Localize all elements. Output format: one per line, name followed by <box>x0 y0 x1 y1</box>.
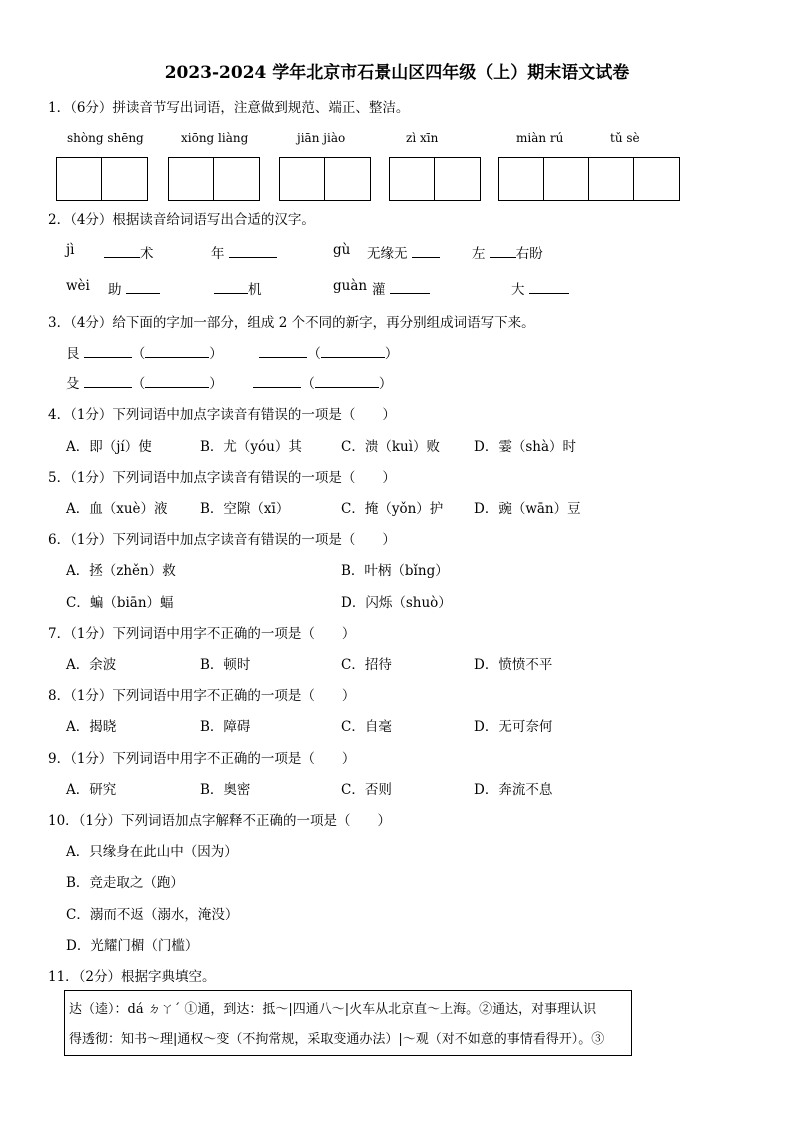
writing-cell[interactable] <box>325 158 370 200</box>
q2-row2-item-3[interactable]: 灌 <box>372 278 430 298</box>
q2-row1-item-2[interactable]: 年 <box>211 242 277 262</box>
writing-cell[interactable] <box>499 158 544 200</box>
writing-cell[interactable] <box>214 158 259 200</box>
pinyin-5: miàn rú <box>516 131 564 145</box>
question-10-stem: 10．（1分）下列词语加点字解释不正确的一项是（ ） <box>48 813 392 829</box>
q2-row1-item-1[interactable]: 术 <box>104 242 154 262</box>
q4-option-b[interactable]: B．尤（yóu）其 <box>200 439 302 455</box>
writing-box-group-2[interactable] <box>168 157 260 201</box>
writing-box-group-5[interactable] <box>498 157 680 201</box>
writing-cell[interactable] <box>544 158 589 200</box>
q4-option-d[interactable]: D．霎（shà）时 <box>474 439 576 455</box>
q2-row1-pinyin-1: jì <box>66 242 75 258</box>
q2-row1-item-3[interactable]: 无缘无 <box>367 242 440 262</box>
writing-cell[interactable] <box>280 158 325 200</box>
writing-cell[interactable] <box>390 158 435 200</box>
pinyin-2: xiōng liàng <box>181 131 249 145</box>
writing-cell[interactable] <box>435 158 480 200</box>
writing-box-group-1[interactable] <box>56 157 148 201</box>
q6-option-a[interactable]: A．拯（zhěn）救 <box>66 563 176 579</box>
question-4-stem: 4．（1分）下列词语中加点字读音有错误的一项是（ ） <box>48 407 396 423</box>
pinyin-3: jiān jiào <box>297 131 346 145</box>
q4-option-a[interactable]: A．即（jí）使 <box>66 439 152 455</box>
q8-option-d[interactable]: D．无可奈何 <box>474 719 553 735</box>
dictionary-line-1: 达（逵）：dá ㄉㄚˊ ①通，到达：抵～|四通八～|火车从北京直～上海。②通达，对事理认识 <box>69 1002 597 1017</box>
q3-row-2[interactable]: 殳 （ ） （ ） <box>66 376 393 392</box>
q8-option-b[interactable]: B．障碍 <box>200 719 251 735</box>
question-2-stem: 2．（4分）根据读音给词语写出合适的汉字。 <box>48 212 315 228</box>
q6-option-c[interactable]: C．蝙（biān）蝠 <box>66 595 174 611</box>
question-1-stem: 1．（6分）拼读音节写出词语，注意做到规范、端正、整洁。 <box>48 100 410 116</box>
dictionary-line-2: 得透彻：知书～理|通权～变（不拘常规，采取变通办法）|～观（对不如意的事情看得开）。③ <box>69 1032 605 1047</box>
writing-box-group-4[interactable] <box>389 157 481 201</box>
q10-option-a[interactable]: A．只缘身在此山中（因为） <box>66 844 238 860</box>
q7-option-a[interactable]: A．余波 <box>66 657 117 673</box>
q2-row2-item-1[interactable]: 助 <box>108 278 160 298</box>
q6-option-b[interactable]: B．叶柄（bǐng） <box>341 563 449 579</box>
writing-cell[interactable] <box>589 158 634 200</box>
q9-option-a[interactable]: A．研究 <box>66 782 117 798</box>
q9-option-d[interactable]: D．奔流不息 <box>474 782 553 798</box>
q10-option-b[interactable]: B．竞走取之（跑） <box>66 875 184 891</box>
writing-cell[interactable] <box>57 158 102 200</box>
q2-row2-pinyin-2: guàn <box>333 278 368 294</box>
question-8-stem: 8．（1分）下列词语中用字不正确的一项是（ ） <box>48 688 356 704</box>
q4-option-c[interactable]: C．溃（kuì）败 <box>341 439 441 455</box>
q5-option-b[interactable]: B．空隙（xī） <box>200 501 290 517</box>
q5-option-a[interactable]: A．血（xuè）液 <box>66 501 168 517</box>
dictionary-entry-box <box>64 990 632 1056</box>
writing-box-group-3[interactable] <box>279 157 371 201</box>
writing-cell[interactable] <box>102 158 147 200</box>
question-5-stem: 5．（1分）下列词语中加点字读音有错误的一项是（ ） <box>48 470 396 486</box>
q2-row2-item-4[interactable]: 大 <box>511 278 569 298</box>
q2-row1-item-4[interactable]: 左 右盼 <box>472 246 543 262</box>
pinyin-4: zì xīn <box>406 131 439 145</box>
q6-option-d[interactable]: D．闪烁（shuò） <box>341 595 452 611</box>
question-9-stem: 9．（1分）下列词语中用字不正确的一项是（ ） <box>48 751 356 767</box>
q7-option-c[interactable]: C．招待 <box>341 657 392 673</box>
question-6-stem: 6．（1分）下列词语中加点字读音有错误的一项是（ ） <box>48 532 396 548</box>
q2-row2-item-2[interactable]: 机 <box>214 278 262 298</box>
writing-cell[interactable] <box>634 158 679 200</box>
q10-option-c[interactable]: C．溺而不返（溺水，淹没） <box>66 907 239 923</box>
question-11-stem: 11．（2分）根据字典填空。 <box>48 969 216 985</box>
writing-cell[interactable] <box>169 158 214 200</box>
q7-option-d[interactable]: D．愤愤不平 <box>474 657 553 673</box>
question-3-stem: 3．（4分）给下面的字加一部分，组成 2 个不同的新字，再分别组成词语写下来。 <box>48 315 535 331</box>
question-7-stem: 7．（1分）下列词语中用字不正确的一项是（ ） <box>48 626 356 642</box>
q2-row2-pinyin-1: wèi <box>66 278 90 294</box>
page-title: 2023-2024 学年北京市石景山区四年级（上）期末语文试卷 <box>164 63 630 83</box>
q8-option-c[interactable]: C．自毫 <box>341 719 392 735</box>
q3-row-1[interactable]: 艮 （ ） （ ） <box>66 346 399 362</box>
pinyin-6: tǔ sè <box>610 131 640 145</box>
q5-option-d[interactable]: D．豌（wān）豆 <box>474 501 581 517</box>
q7-option-b[interactable]: B．顿时 <box>200 657 251 673</box>
q5-option-c[interactable]: C．掩（yǒn）护 <box>341 501 444 517</box>
q2-row1-pinyin-2: gù <box>333 242 351 258</box>
q9-option-b[interactable]: B．奥密 <box>200 782 251 798</box>
q10-option-d[interactable]: D．光耀门楣（门槛） <box>66 938 199 954</box>
pinyin-1: shòng shēng <box>67 131 144 145</box>
q9-option-c[interactable]: C．否则 <box>341 782 392 798</box>
q8-option-a[interactable]: A．揭晓 <box>66 719 117 735</box>
